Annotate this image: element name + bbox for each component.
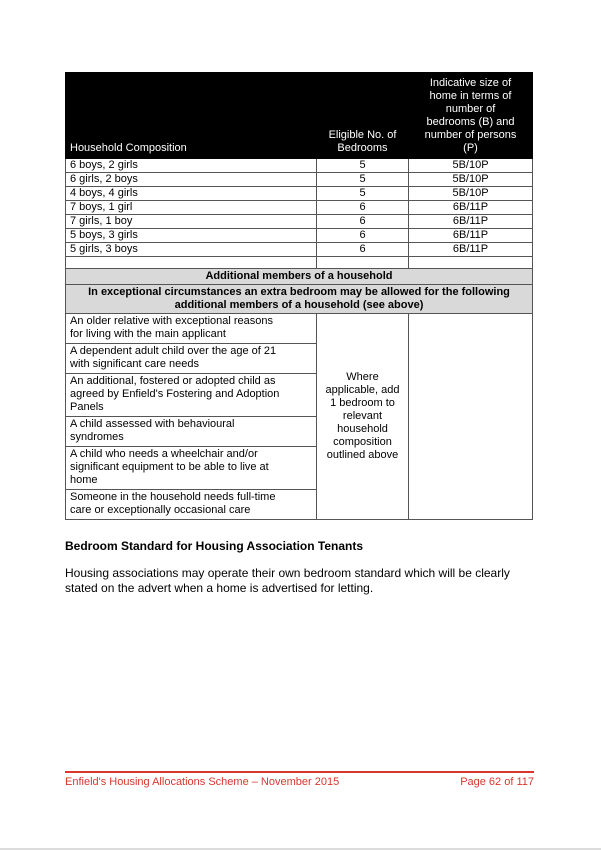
empty-cell bbox=[317, 257, 409, 269]
additional-member-text: A child who needs a wheelchair and/or significant equipment to be able to live at home bbox=[70, 448, 269, 486]
section-header-row bbox=[66, 269, 533, 285]
footer-page-number: Page 62 of 117 bbox=[460, 776, 534, 788]
composition-cell: 5 boys, 3 girls bbox=[66, 229, 317, 243]
additional-member-text: A child assessed with behavioural syndromes bbox=[70, 418, 235, 443]
additional-member-text: An additional, fostered or adopted child as agreed by Enfield's Fostering and Adoption Panels bbox=[70, 375, 280, 413]
table-row bbox=[66, 159, 533, 173]
empty-size-column-cell bbox=[409, 314, 533, 520]
col-header-indicative-size-text: Indicative size of home in terms of number of bedrooms (B) and number of persons (P) bbox=[424, 77, 517, 154]
bedrooms-cell: 6 bbox=[317, 229, 409, 243]
spacer-row bbox=[66, 257, 533, 269]
page-footer bbox=[65, 771, 534, 788]
table-row bbox=[66, 215, 533, 229]
composition-cell: 7 boys, 1 girl bbox=[66, 201, 317, 215]
additional-member-row bbox=[66, 314, 533, 344]
bedrooms-cell: 6 bbox=[317, 215, 409, 229]
additional-member-text: A dependent adult child over the age of 21 with significant care needs bbox=[70, 345, 277, 370]
additional-member-cell bbox=[66, 417, 317, 447]
empty-cell bbox=[66, 257, 317, 269]
size-cell: 6B/11P bbox=[409, 201, 533, 215]
section-note-cell bbox=[66, 285, 533, 314]
additional-member-cell bbox=[66, 344, 317, 374]
table-row bbox=[66, 229, 533, 243]
footer-document-title: Enfield's Housing Allocations Scheme – November 2015 bbox=[65, 776, 340, 788]
empty-cell bbox=[409, 257, 533, 269]
size-cell: 6B/11P bbox=[409, 229, 533, 243]
additional-member-text: An older relative with exceptional reasons for living with the main applicant bbox=[70, 315, 274, 340]
bedrooms-cell: 6 bbox=[317, 201, 409, 215]
section-heading: Bedroom Standard for Housing Association Tenants bbox=[65, 539, 364, 553]
bedrooms-cell: 5 bbox=[317, 159, 409, 173]
table-row bbox=[66, 187, 533, 201]
additional-member-cell bbox=[66, 490, 317, 520]
bedroom-standard-table bbox=[65, 72, 533, 520]
size-cell: 6B/11P bbox=[409, 215, 533, 229]
size-cell: 5B/10P bbox=[409, 159, 533, 173]
section-note-row bbox=[66, 285, 533, 314]
col-header-indicative-size bbox=[409, 73, 533, 159]
additional-member-text: Someone in the household needs full-time care or exceptionally occasional care bbox=[70, 491, 276, 516]
bedrooms-cell: 5 bbox=[317, 173, 409, 187]
additional-member-cell bbox=[66, 374, 317, 417]
additional-member-cell bbox=[66, 314, 317, 344]
composition-cell: 5 girls, 3 boys bbox=[66, 243, 317, 257]
additional-member-cell bbox=[66, 447, 317, 490]
size-cell: 5B/10P bbox=[409, 187, 533, 201]
bedrooms-cell: 6 bbox=[317, 243, 409, 257]
table-row bbox=[66, 243, 533, 257]
col-header-eligible-bedrooms: Eligible No. of Bedrooms bbox=[317, 73, 409, 159]
composition-cell: 6 boys, 2 girls bbox=[66, 159, 317, 173]
section-header-cell: Additional members of a household bbox=[66, 269, 533, 285]
size-cell: 6B/11P bbox=[409, 243, 533, 257]
col-header-household-composition: Household Composition bbox=[66, 73, 317, 159]
composition-cell: 7 girls, 1 boy bbox=[66, 215, 317, 229]
section-note-text: In exceptional circumstances an extra bedroom may be allowed for the following additional members of a household (see above) bbox=[88, 286, 510, 311]
composition-cell: 6 girls, 2 boys bbox=[66, 173, 317, 187]
size-cell: 5B/10P bbox=[409, 173, 533, 187]
body-paragraph: Housing associations may operate their own bedroom standard which will be clearly stated on the advert when a home is advertised for letting. bbox=[65, 566, 510, 595]
add-bedroom-note-cell: Where applicable, add 1 bedroom to relevant household composition outlined above bbox=[317, 314, 409, 520]
bedrooms-cell: 5 bbox=[317, 187, 409, 201]
composition-cell: 4 boys, 4 girls bbox=[66, 187, 317, 201]
table-row bbox=[66, 173, 533, 187]
table-header-row bbox=[66, 73, 533, 159]
table-row bbox=[66, 201, 533, 215]
